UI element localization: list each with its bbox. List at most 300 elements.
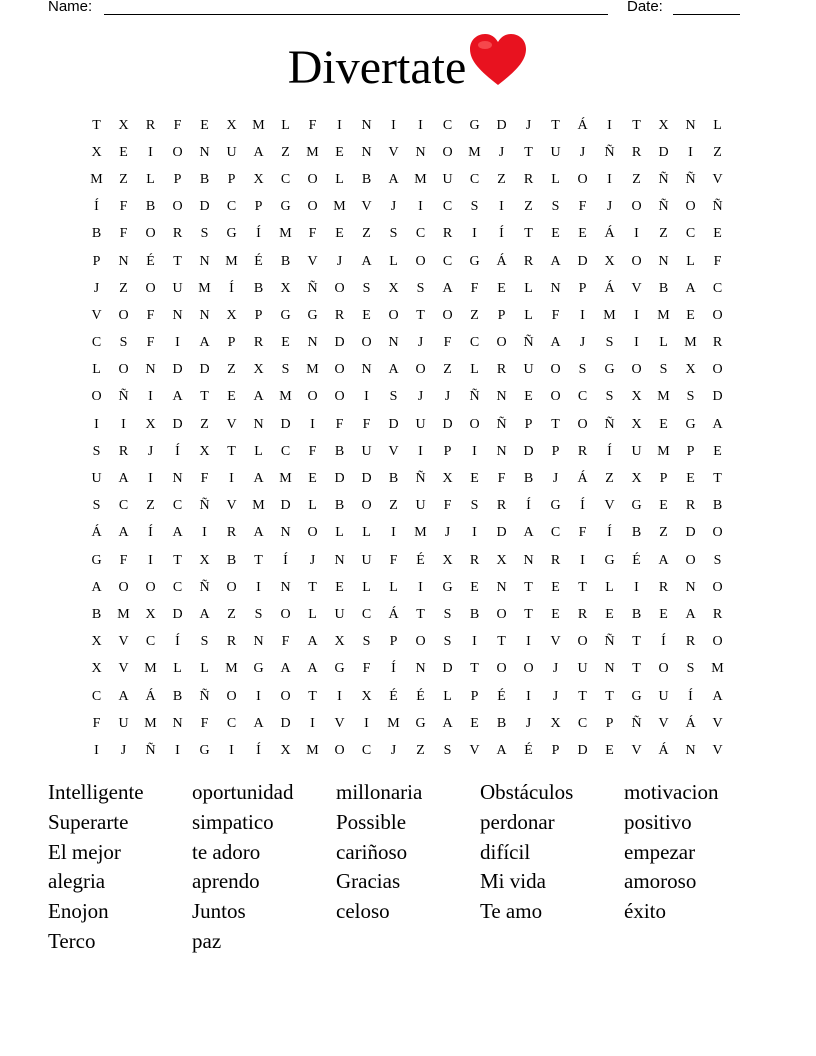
grid-letter[interactable]: F (713, 253, 722, 269)
grid-letter[interactable]: U (577, 661, 588, 677)
grid-letter[interactable]: N (280, 525, 291, 541)
grid-letter[interactable]: Á (145, 688, 156, 704)
grid-letter[interactable]: I (688, 144, 693, 160)
grid-letter[interactable]: X (253, 171, 264, 187)
grid-letter[interactable]: E (659, 606, 668, 622)
grid-letter[interactable]: N (361, 144, 372, 160)
grid-letter[interactable]: D (199, 199, 210, 215)
grid-letter[interactable]: C (415, 226, 426, 242)
grid-letter[interactable]: P (497, 307, 506, 323)
grid-letter[interactable]: M (657, 443, 670, 459)
grid-letter[interactable]: M (657, 389, 670, 405)
grid-letter[interactable]: A (388, 171, 399, 187)
grid-letter[interactable]: D (496, 525, 507, 541)
grid-letter[interactable]: Í (499, 226, 504, 242)
grid-letter[interactable]: V (118, 661, 129, 677)
grid-letter[interactable]: B (91, 606, 102, 622)
grid-letter[interactable]: C (361, 606, 372, 622)
grid-letter[interactable]: L (524, 280, 533, 296)
grid-letter[interactable]: E (227, 389, 236, 405)
grid-letter[interactable]: O (712, 525, 723, 541)
grid-letter[interactable]: F (362, 661, 371, 677)
grid-letter[interactable]: O (334, 362, 345, 378)
grid-letter[interactable]: J (147, 443, 154, 459)
grid-letter[interactable]: A (658, 552, 669, 568)
grid-letter[interactable]: G (334, 661, 345, 677)
grid-letter[interactable]: E (119, 144, 128, 160)
grid-letter[interactable]: I (472, 226, 477, 242)
grid-letter[interactable]: M (333, 199, 346, 215)
grid-letter[interactable]: A (442, 280, 453, 296)
grid-letter[interactable]: T (605, 688, 614, 704)
grid-letter[interactable]: X (442, 471, 453, 487)
grid-letter[interactable]: S (119, 335, 128, 351)
grid-letter[interactable]: O (145, 226, 156, 242)
grid-letter[interactable]: R (577, 606, 588, 622)
grid-letter[interactable]: E (605, 742, 614, 758)
grid-letter[interactable]: I (391, 525, 396, 541)
grid-letter[interactable]: N (361, 117, 372, 133)
grid-letter[interactable]: J (120, 742, 127, 758)
grid-letter[interactable]: F (281, 634, 290, 650)
grid-letter[interactable]: S (470, 498, 479, 514)
grid-letter[interactable]: Ñ (604, 144, 615, 160)
grid-letter[interactable]: N (415, 661, 426, 677)
grid-letter[interactable]: J (336, 253, 343, 269)
grid-letter[interactable]: X (631, 389, 642, 405)
grid-letter[interactable]: V (550, 634, 561, 650)
grid-letter[interactable]: O (226, 579, 237, 595)
grid-letter[interactable]: O (631, 362, 642, 378)
grid-letter[interactable]: O (415, 634, 426, 650)
grid-letter[interactable]: N (199, 307, 210, 323)
grid-letter[interactable]: O (577, 416, 588, 432)
grid-letter[interactable]: S (200, 634, 209, 650)
grid-letter[interactable]: S (605, 335, 614, 351)
grid-letter[interactable]: A (91, 579, 102, 595)
grid-letter[interactable]: C (469, 335, 480, 351)
grid-letter[interactable]: C (172, 579, 183, 595)
grid-letter[interactable]: O (685, 199, 696, 215)
grid-letter[interactable]: U (334, 606, 345, 622)
grid-letter[interactable]: N (172, 471, 183, 487)
grid-letter[interactable]: N (307, 335, 318, 351)
grid-letter[interactable]: O (118, 307, 129, 323)
grid-letter[interactable]: I (229, 471, 234, 487)
grid-letter[interactable]: Ñ (604, 634, 615, 650)
grid-letter[interactable]: T (632, 661, 641, 677)
grid-letter[interactable]: L (335, 171, 344, 187)
grid-letter[interactable]: X (118, 117, 129, 133)
grid-letter[interactable]: I (337, 117, 342, 133)
grid-letter[interactable]: S (713, 552, 722, 568)
grid-letter[interactable]: L (686, 253, 695, 269)
grid-letter[interactable]: M (279, 389, 292, 405)
grid-letter[interactable]: O (469, 416, 480, 432)
grid-letter[interactable]: M (90, 171, 103, 187)
grid-letter[interactable]: O (118, 579, 129, 595)
grid-letter[interactable]: C (442, 199, 453, 215)
grid-letter[interactable]: C (91, 335, 102, 351)
grid-letter[interactable]: J (93, 280, 100, 296)
grid-letter[interactable]: B (226, 552, 237, 568)
grid-letter[interactable]: J (552, 661, 559, 677)
grid-letter[interactable]: D (685, 525, 696, 541)
grid-letter[interactable]: O (118, 362, 129, 378)
grid-letter[interactable]: X (199, 443, 210, 459)
grid-letter[interactable]: J (606, 199, 613, 215)
grid-letter[interactable]: T (524, 226, 533, 242)
grid-letter[interactable]: Ñ (496, 416, 507, 432)
grid-letter[interactable]: T (524, 579, 533, 595)
grid-letter[interactable]: S (254, 606, 263, 622)
grid-letter[interactable]: U (550, 144, 561, 160)
grid-letter[interactable]: X (361, 688, 372, 704)
grid-letter[interactable]: D (172, 416, 183, 432)
grid-letter[interactable]: I (364, 715, 369, 731)
grid-letter[interactable]: J (552, 688, 559, 704)
grid-letter[interactable]: L (362, 579, 371, 595)
grid-letter[interactable]: A (199, 335, 210, 351)
grid-letter[interactable]: D (280, 498, 291, 514)
grid-letter[interactable]: Z (119, 171, 128, 187)
grid-letter[interactable]: S (389, 389, 398, 405)
grid-letter[interactable]: Á (91, 525, 102, 541)
grid-letter[interactable]: E (335, 579, 344, 595)
grid-letter[interactable]: I (256, 688, 261, 704)
grid-letter[interactable]: E (578, 226, 587, 242)
grid-letter[interactable]: D (442, 661, 453, 677)
grid-letter[interactable]: Í (283, 552, 288, 568)
grid-letter[interactable]: R (631, 144, 642, 160)
grid-letter[interactable]: L (389, 579, 398, 595)
grid-letter[interactable]: V (658, 715, 669, 731)
grid-letter[interactable]: É (146, 253, 155, 269)
grid-letter[interactable]: Í (526, 498, 531, 514)
grid-letter[interactable]: É (497, 688, 506, 704)
grid-letter[interactable]: Í (607, 443, 612, 459)
grid-letter[interactable]: D (172, 606, 183, 622)
grid-letter[interactable]: I (418, 199, 423, 215)
grid-letter[interactable]: M (306, 144, 319, 160)
grid-letter[interactable]: U (172, 280, 183, 296)
grid-letter[interactable]: S (443, 634, 452, 650)
grid-letter[interactable]: B (253, 280, 264, 296)
grid-letter[interactable]: X (199, 552, 210, 568)
grid-letter[interactable]: U (658, 688, 669, 704)
grid-letter[interactable]: I (148, 471, 153, 487)
grid-letter[interactable]: J (579, 335, 586, 351)
grid-letter[interactable]: S (551, 199, 560, 215)
grid-letter[interactable]: D (442, 416, 453, 432)
grid-letter[interactable]: L (200, 661, 209, 677)
grid-letter[interactable]: I (472, 443, 477, 459)
grid-letter[interactable]: N (145, 362, 156, 378)
grid-letter[interactable]: Z (200, 416, 209, 432)
grid-letter[interactable]: I (175, 335, 180, 351)
grid-letter[interactable]: C (118, 498, 129, 514)
grid-letter[interactable]: M (252, 117, 265, 133)
grid-letter[interactable]: G (307, 307, 318, 323)
grid-letter[interactable]: D (334, 471, 345, 487)
grid-letter[interactable]: O (307, 389, 318, 405)
grid-letter[interactable]: B (631, 606, 642, 622)
grid-letter[interactable]: I (121, 416, 126, 432)
grid-letter[interactable]: O (172, 144, 183, 160)
grid-letter[interactable]: O (712, 307, 723, 323)
grid-letter[interactable]: X (280, 280, 291, 296)
grid-letter[interactable]: P (92, 253, 101, 269)
grid-letter[interactable]: T (632, 634, 641, 650)
grid-letter[interactable]: I (580, 552, 585, 568)
grid-letter[interactable]: Ñ (604, 416, 615, 432)
grid-letter[interactable]: J (390, 199, 397, 215)
grid-letter[interactable]: E (551, 226, 560, 242)
grid-letter[interactable]: J (417, 389, 424, 405)
grid-letter[interactable]: R (172, 226, 183, 242)
grid-letter[interactable]: E (281, 335, 290, 351)
grid-letter[interactable]: L (92, 362, 101, 378)
grid-letter[interactable]: Í (175, 634, 180, 650)
grid-letter[interactable]: F (335, 416, 344, 432)
grid-letter[interactable]: R (712, 606, 723, 622)
grid-letter[interactable]: E (335, 226, 344, 242)
grid-letter[interactable]: P (173, 171, 182, 187)
grid-letter[interactable]: A (550, 335, 561, 351)
grid-letter[interactable]: U (442, 171, 453, 187)
grid-letter[interactable]: E (497, 280, 506, 296)
grid-letter[interactable]: V (118, 634, 129, 650)
grid-letter[interactable]: G (253, 661, 264, 677)
grid-letter[interactable]: S (659, 362, 668, 378)
grid-letter[interactable]: N (685, 742, 696, 758)
grid-letter[interactable]: É (416, 552, 425, 568)
grid-letter[interactable]: T (524, 606, 533, 622)
grid-letter[interactable]: D (577, 253, 588, 269)
grid-letter[interactable]: P (254, 199, 263, 215)
grid-letter[interactable]: I (148, 144, 153, 160)
grid-letter[interactable]: I (634, 226, 639, 242)
grid-letter[interactable]: E (551, 606, 560, 622)
grid-letter[interactable]: E (362, 307, 371, 323)
grid-letter[interactable]: I (148, 389, 153, 405)
grid-letter[interactable]: Ñ (469, 389, 480, 405)
grid-letter[interactable]: D (388, 416, 399, 432)
grid-letter[interactable]: Á (604, 226, 615, 242)
grid-letter[interactable]: O (577, 171, 588, 187)
grid-letter[interactable]: O (442, 307, 453, 323)
grid-letter[interactable]: E (335, 144, 344, 160)
grid-letter[interactable]: I (229, 742, 234, 758)
grid-letter[interactable]: Á (658, 742, 669, 758)
grid-letter[interactable]: G (550, 498, 561, 514)
grid-letter[interactable]: I (634, 335, 639, 351)
grid-letter[interactable]: N (280, 579, 291, 595)
grid-letter[interactable]: I (418, 443, 423, 459)
grid-letter[interactable]: V (604, 498, 615, 514)
grid-letter[interactable]: C (712, 280, 723, 296)
grid-letter[interactable]: S (686, 389, 695, 405)
grid-letter[interactable]: F (200, 715, 209, 731)
grid-letter[interactable]: R (496, 498, 507, 514)
grid-letter[interactable]: T (551, 117, 560, 133)
grid-letter[interactable]: E (713, 443, 722, 459)
grid-letter[interactable]: A (118, 471, 129, 487)
grid-letter[interactable]: Ñ (145, 742, 156, 758)
grid-letter[interactable]: F (146, 335, 155, 351)
grid-letter[interactable]: I (337, 688, 342, 704)
grid-letter[interactable]: C (442, 253, 453, 269)
grid-letter[interactable]: Z (605, 471, 614, 487)
grid-letter[interactable]: B (145, 199, 156, 215)
grid-letter[interactable]: D (280, 715, 291, 731)
grid-letter[interactable]: S (92, 498, 101, 514)
grid-letter[interactable]: B (91, 226, 102, 242)
grid-letter[interactable]: T (632, 117, 641, 133)
grid-letter[interactable]: C (685, 226, 696, 242)
grid-letter[interactable]: X (91, 144, 102, 160)
grid-letter[interactable]: O (550, 389, 561, 405)
grid-letter[interactable]: X (388, 280, 399, 296)
grid-letter[interactable]: F (308, 443, 317, 459)
grid-letter[interactable]: U (361, 443, 372, 459)
grid-letter[interactable]: O (496, 335, 507, 351)
grid-letter[interactable]: Í (256, 742, 261, 758)
grid-letter[interactable]: N (523, 552, 534, 568)
grid-letter[interactable]: T (713, 471, 722, 487)
grid-letter[interactable]: N (496, 443, 507, 459)
grid-letter[interactable]: O (226, 688, 237, 704)
grid-letter[interactable]: D (334, 335, 345, 351)
grid-letter[interactable]: M (117, 606, 130, 622)
grid-letter[interactable]: Í (148, 525, 153, 541)
grid-letter[interactable]: V (712, 742, 723, 758)
grid-letter[interactable]: C (172, 498, 183, 514)
grid-letter[interactable]: M (252, 498, 265, 514)
grid-letter[interactable]: P (551, 742, 560, 758)
grid-letter[interactable]: I (148, 552, 153, 568)
grid-letter[interactable]: P (227, 171, 236, 187)
grid-letter[interactable]: T (254, 552, 263, 568)
grid-letter[interactable]: P (470, 688, 479, 704)
grid-letter[interactable]: U (361, 552, 372, 568)
grid-letter[interactable]: L (470, 362, 479, 378)
grid-letter[interactable]: F (173, 117, 182, 133)
grid-letter[interactable]: M (306, 362, 319, 378)
grid-letter[interactable]: O (415, 253, 426, 269)
grid-letter[interactable]: U (415, 416, 426, 432)
grid-letter[interactable]: A (523, 525, 534, 541)
grid-letter[interactable]: F (389, 552, 398, 568)
grid-letter[interactable]: I (607, 171, 612, 187)
grid-letter[interactable]: C (91, 688, 102, 704)
grid-letter[interactable]: U (415, 498, 426, 514)
grid-letter[interactable]: A (172, 525, 183, 541)
grid-letter[interactable]: R (226, 525, 237, 541)
grid-letter[interactable]: A (253, 471, 264, 487)
grid-letter[interactable]: Z (227, 362, 236, 378)
grid-letter[interactable]: Ñ (712, 199, 723, 215)
grid-letter[interactable]: A (118, 688, 129, 704)
grid-letter[interactable]: I (391, 117, 396, 133)
grid-letter[interactable]: T (308, 688, 317, 704)
grid-letter[interactable]: O (145, 280, 156, 296)
grid-letter[interactable]: S (443, 606, 452, 622)
grid-letter[interactable]: V (307, 253, 318, 269)
grid-letter[interactable]: X (334, 634, 345, 650)
grid-letter[interactable]: X (496, 552, 507, 568)
grid-letter[interactable]: I (634, 307, 639, 323)
grid-letter[interactable]: Á (577, 471, 588, 487)
grid-letter[interactable]: G (631, 498, 642, 514)
grid-letter[interactable]: R (226, 634, 237, 650)
grid-letter[interactable]: D (172, 362, 183, 378)
grid-letter[interactable]: F (200, 471, 209, 487)
grid-letter[interactable]: L (308, 498, 317, 514)
grid-letter[interactable]: F (578, 199, 587, 215)
grid-letter[interactable]: U (523, 362, 534, 378)
grid-letter[interactable]: Ñ (631, 715, 642, 731)
grid-letter[interactable]: C (469, 171, 480, 187)
grid-letter[interactable]: E (551, 579, 560, 595)
grid-letter[interactable]: A (712, 416, 723, 432)
grid-letter[interactable]: Z (470, 307, 479, 323)
grid-letter[interactable]: P (659, 471, 668, 487)
grid-letter[interactable]: O (496, 661, 507, 677)
grid-letter[interactable]: R (685, 634, 696, 650)
grid-letter[interactable]: T (416, 307, 425, 323)
grid-letter[interactable]: X (604, 253, 615, 269)
grid-letter[interactable]: T (470, 661, 479, 677)
grid-letter[interactable]: P (443, 443, 452, 459)
grid-letter[interactable]: R (442, 226, 453, 242)
grid-letter[interactable]: Z (659, 525, 668, 541)
grid-letter[interactable]: S (686, 661, 695, 677)
grid-letter[interactable]: L (173, 661, 182, 677)
grid-letter[interactable]: J (498, 144, 505, 160)
grid-letter[interactable]: A (550, 253, 561, 269)
grid-letter[interactable]: B (523, 471, 534, 487)
grid-letter[interactable]: X (145, 606, 156, 622)
grid-letter[interactable]: M (144, 661, 157, 677)
grid-letter[interactable]: É (416, 688, 425, 704)
grid-letter[interactable]: B (658, 280, 669, 296)
grid-letter[interactable]: I (526, 634, 531, 650)
grid-letter[interactable]: O (91, 389, 102, 405)
grid-letter[interactable]: I (580, 307, 585, 323)
grid-letter[interactable]: O (550, 362, 561, 378)
grid-letter[interactable]: N (415, 144, 426, 160)
grid-letter[interactable]: I (418, 117, 423, 133)
grid-letter[interactable]: N (388, 335, 399, 351)
grid-letter[interactable]: R (496, 362, 507, 378)
grid-letter[interactable]: N (604, 661, 615, 677)
grid-letter[interactable]: C (361, 742, 372, 758)
grid-letter[interactable]: E (659, 416, 668, 432)
grid-letter[interactable]: Í (229, 280, 234, 296)
grid-letter[interactable]: T (227, 443, 236, 459)
grid-letter[interactable]: S (362, 280, 371, 296)
grid-letter[interactable]: I (607, 117, 612, 133)
grid-letter[interactable]: M (684, 335, 697, 351)
grid-letter[interactable]: Ñ (199, 688, 210, 704)
grid-letter[interactable]: E (200, 117, 209, 133)
grid-letter[interactable]: S (605, 389, 614, 405)
grid-letter[interactable]: F (551, 307, 560, 323)
grid-letter[interactable]: G (415, 715, 426, 731)
grid-letter[interactable]: Z (146, 498, 155, 514)
grid-letter[interactable]: O (631, 199, 642, 215)
